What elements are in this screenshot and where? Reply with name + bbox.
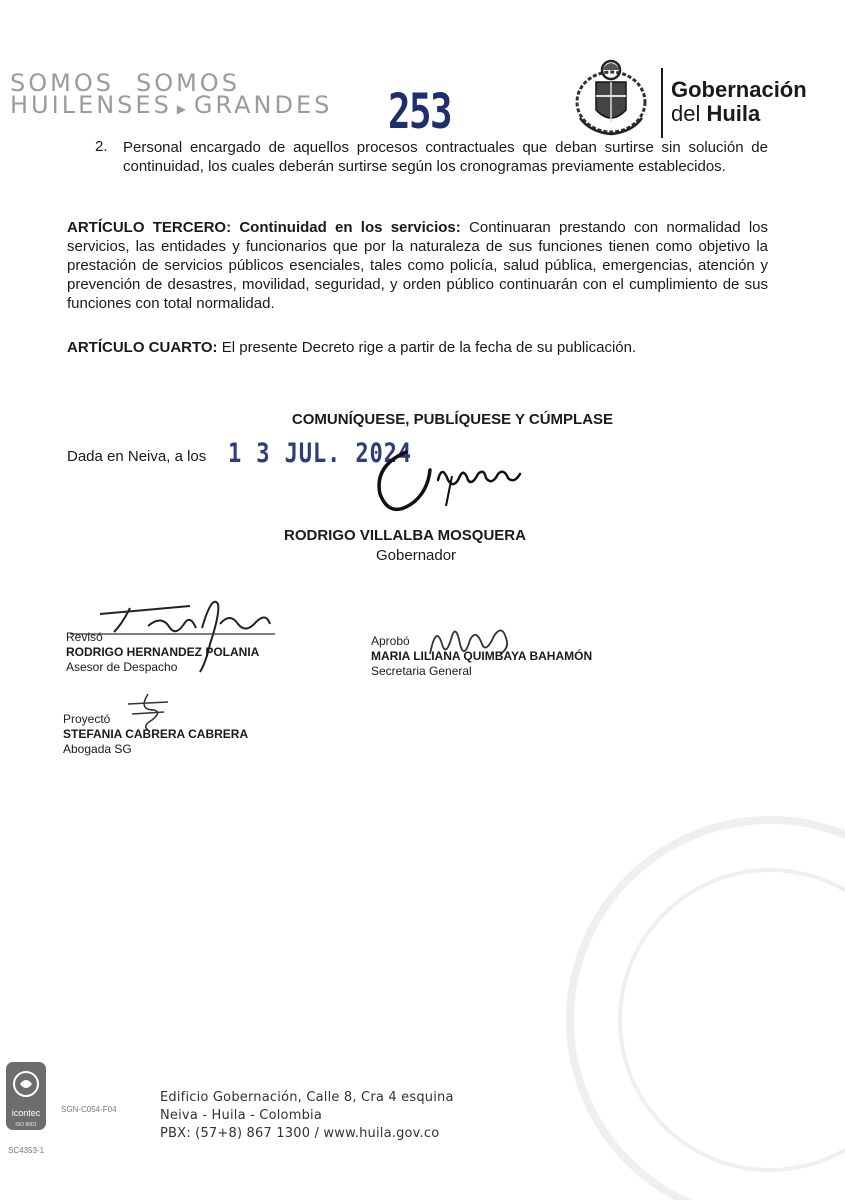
- drafter-name: STEFANIA CABRERA CABRERA: [63, 727, 249, 741]
- certificate-code: SC4353-1: [8, 1146, 45, 1155]
- icontec-logo: [6, 1062, 46, 1130]
- governor-name: RODRIGO VILLALBA MOSQUERA: [284, 527, 526, 544]
- article-title: Continuidad en los servicios:: [239, 219, 461, 236]
- slogan-logo: [10, 69, 333, 120]
- brand-subtitle: [671, 102, 760, 126]
- drafter-role: Abogada SG: [63, 742, 132, 756]
- article-text: El presente Decreto rige a partir de la fecha de su publicación.: [221, 339, 637, 356]
- issued-in-text: Dada en Neiva, a los: [67, 448, 207, 465]
- article-text: Continuaran prestando con normalidad los servicios, las entidades y funcionarios que por la naturaleza de sus funciones tienen como objetivo la prestación de servicios públicos esenciales, tales como policía, salud pública, emergencias, atención y prevención de desastres, movilidad, seguridad, y orden público continuarán con el cumplimiento de sus funciones con total normalidad.: [67, 219, 769, 312]
- date-stamp: 1 3 JUL. 2024: [228, 438, 412, 469]
- slogan-word: SOMOS: [10, 69, 114, 97]
- governor-signature: [368, 446, 528, 526]
- form-code: SGN-C054-F04: [61, 1105, 117, 1114]
- slogan-word: GRANDES: [193, 91, 333, 119]
- icontec-iso: ISO 9001: [15, 1122, 37, 1128]
- list-item-text: Personal encargado de aquellos procesos contractuales que deban surtirse sin solución de continuidad, los cuales deberán surtirse según los cronogramas previamente establecidos.: [123, 139, 768, 175]
- list-item-number: 2.: [95, 138, 108, 155]
- brand-divider: [661, 68, 663, 138]
- brand-region: Huila: [706, 101, 761, 126]
- icontec-label: icontec: [11, 1108, 41, 1118]
- brand-prefix: del: [671, 101, 701, 126]
- drafter-signature: [118, 690, 178, 730]
- slogan-word: HUILENSES: [10, 91, 172, 119]
- page-number-stamp: 253: [388, 84, 451, 140]
- article-label: ARTÍCULO TERCERO:: [67, 219, 232, 236]
- article-third: [67, 218, 768, 313]
- approved-label: Aprobó: [371, 634, 410, 648]
- article-label: ARTÍCULO CUARTO:: [67, 339, 218, 356]
- approver-role: Secretaria General: [371, 664, 472, 678]
- watermark-seal-icon: [510, 800, 845, 1200]
- reviewed-label: Revisó: [66, 630, 103, 644]
- brand-name: Gobernación: [671, 77, 807, 102]
- reviewer-name: RODRIGO HERNANDEZ POLANIA: [66, 645, 260, 659]
- drafted-label: Proyectó: [63, 712, 111, 726]
- reviewer-role: Asesor de Despacho: [66, 660, 178, 674]
- closing-formula: COMUNÍQUESE, PUBLÍQUESE Y CÚMPLASE: [291, 411, 614, 428]
- certification-icon: [12, 1070, 40, 1098]
- article-fourth: [67, 338, 768, 357]
- contact-line: PBX: (57+8) 867 1300 / www.huila.gov.co: [160, 1126, 440, 1141]
- governor-title: Gobernador: [376, 547, 457, 564]
- slogan-word: SOMOS: [135, 69, 240, 97]
- address-line: Edificio Gobernación, Calle 8, Cra 4 esquina: [160, 1090, 454, 1105]
- arrow-icon: ▶: [176, 102, 189, 116]
- coat-of-arms-icon: [566, 52, 656, 140]
- approver-name: MARIA LILIANA QUIMBAYA BAHAMÓN: [371, 649, 593, 663]
- address-city: Neiva - Huila - Colombia: [160, 1108, 322, 1123]
